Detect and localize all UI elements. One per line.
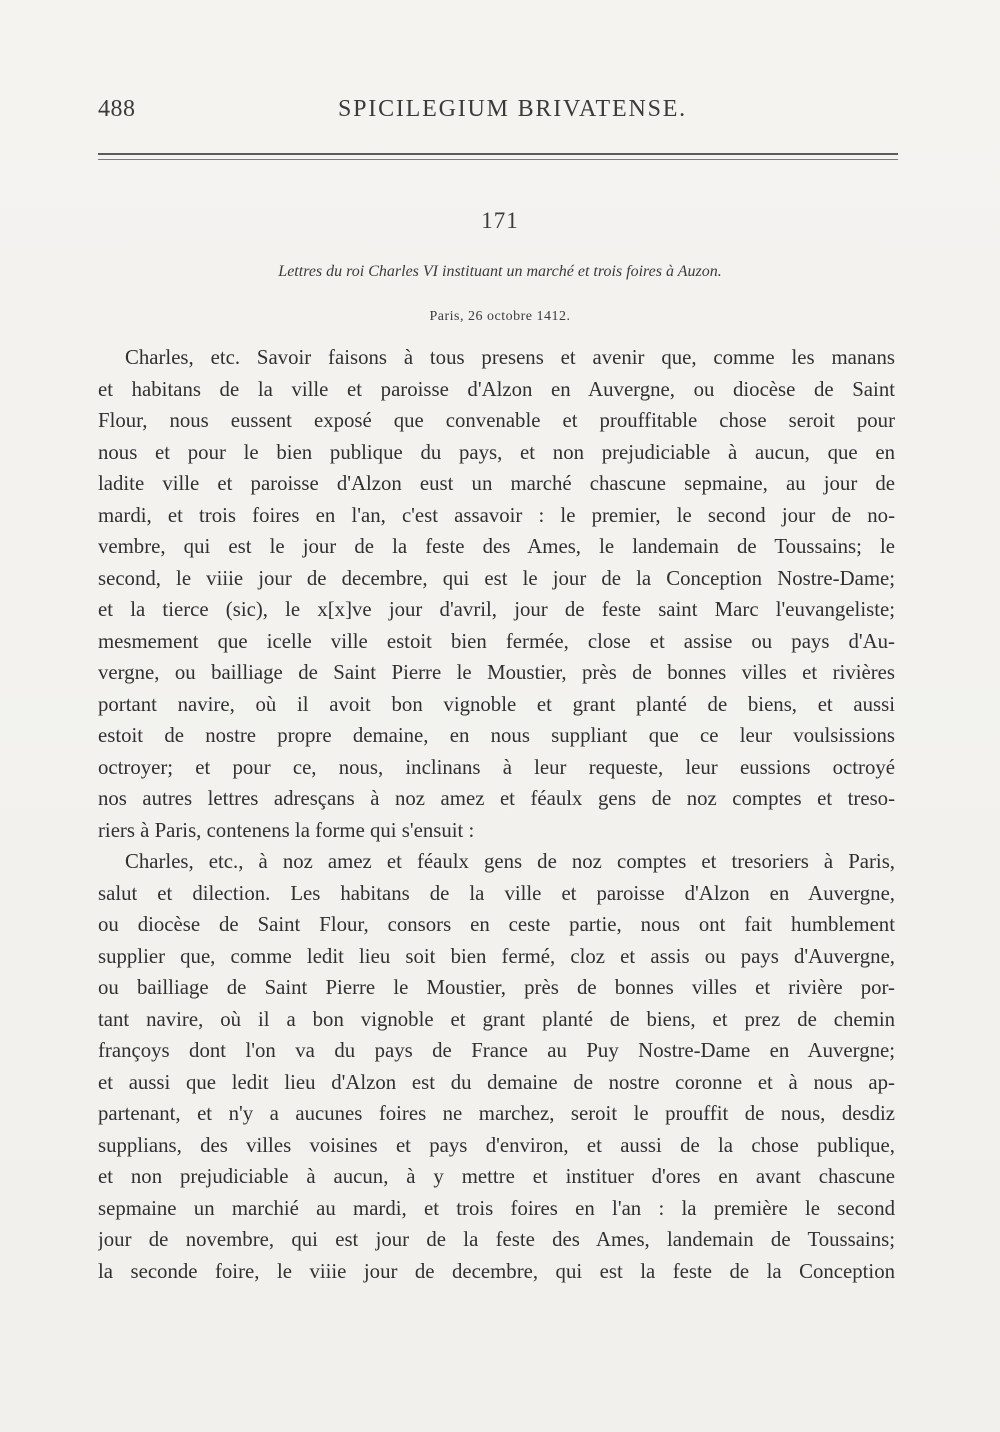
text-line: supplians, des villes voisines et pays d'environ, et aussi de la chose publique,	[98, 1133, 895, 1157]
text-line: supplier que, comme ledit lieu soit bien fermé, cloz et assis ou pays d'Auvergne,	[98, 944, 895, 968]
text-line: et habitans de la ville et paroisse d'Alzon en Auvergne, ou diocèse de Saint	[98, 377, 895, 401]
text-line: portant navire, où il avoit bon vignoble et grant planté de biens, et aussi	[98, 692, 895, 716]
text-line: Charles, etc. Savoir faisons à tous presens et avenir que, comme les manans	[125, 346, 895, 369]
text-line: ou diocèse de Saint Flour, consors en ceste partie, nous ont fait humblement	[98, 913, 895, 936]
paragraph-1	[98, 342, 895, 846]
text-line: tant navire, où il a bon vignoble et grant planté de biens, et prez de chemin	[98, 1007, 895, 1031]
text-line: et la tierce (sic), le x[x]ve jour d'avril, jour de feste saint Marc l'euvangeliste;	[98, 598, 895, 621]
document-number: 171	[481, 208, 519, 233]
text-line: et non prejudiciable à aucun, à y mettre et instituer d'ores en avant chascune	[98, 1165, 895, 1188]
text-line: partenant, et n'y a aucunes foires ne marchez, seroit le prouffit de nous, desdiz	[98, 1102, 895, 1125]
text-line: ladite ville et paroisse d'Alzon eust un marché chascune sepmaine, au jour de	[98, 472, 895, 495]
text-line: vergne, ou bailliage de Saint Pierre le Moustier, près de bonnes villes et rivières	[98, 661, 895, 684]
running-title: SPICILEGIUM BRIVATENSE.	[338, 96, 687, 122]
page-header	[98, 96, 898, 136]
text-line: salut et dilection. Les habitans de la ville et paroisse d'Alzon en Auvergne,	[98, 881, 895, 905]
text-line: la seconde foire, le viiie jour de decembre, qui est la feste de la Conception	[98, 1259, 895, 1283]
page-number: 488	[98, 96, 136, 122]
text-line: estoit de nostre propre demaine, en nous suppliant que ce leur voulsissions	[98, 724, 895, 747]
text-line: octroyer; et pour ce, nous, inclinans à leur requeste, leur eussions octroyé	[98, 755, 895, 779]
text-line: riers à Paris, contenens la forme qui s'ensuit :	[98, 818, 475, 842]
text-line: jour de novembre, qui est jour de la feste des Ames, landemain de Toussains;	[98, 1228, 895, 1251]
text-line: second, le viiie jour de decembre, qui est le jour de la Conception Nostre-Dame;	[98, 566, 895, 590]
document-body	[98, 342, 895, 1287]
header-rule-thin	[98, 159, 898, 160]
text-line: françoys dont l'on va du pays de France au Puy Nostre-Dame en Auvergne;	[98, 1039, 895, 1062]
text-line: mardi, et trois foires en l'an, c'est assavoir : le premier, le second jour de no-	[98, 503, 895, 527]
paragraph-2	[98, 846, 895, 1287]
text-line: Flour, nous eussent exposé que convenable et prouffitable chose seroit pour	[98, 409, 895, 432]
text-line: ou bailliage de Saint Pierre le Moustier, près de bonnes villes et rivière por-	[98, 976, 895, 999]
text-line: nos autres lettres adresçans à noz amez et féaulx gens de noz comptes et treso-	[98, 787, 895, 810]
document-summary: Lettres du roi Charles VI instituant un marché et trois foires à Auzon.	[278, 263, 722, 280]
text-line: Charles, etc., à noz amez et féaulx gens de noz comptes et tresoriers à Paris,	[125, 850, 895, 873]
text-line: nous et pour le bien publique du pays, et non prejudiciable à aucun, que en	[98, 440, 895, 464]
header-rule-thick	[98, 153, 898, 155]
text-line: vembre, qui est le jour de la feste des Ames, le landemain de Toussains; le	[98, 535, 895, 558]
text-line: et aussi que ledit lieu d'Alzon est du demaine de nostre coronne et à nous ap-	[98, 1070, 895, 1094]
text-line: mesmement que icelle ville estoit bien fermée, close et assise ou pays d'Au-	[98, 629, 895, 653]
document-dateline: Paris, 26 octobre 1412.	[429, 309, 571, 324]
text-line: sepmaine un marchié au mardi, et trois foires en l'an : la première le second	[98, 1196, 895, 1220]
